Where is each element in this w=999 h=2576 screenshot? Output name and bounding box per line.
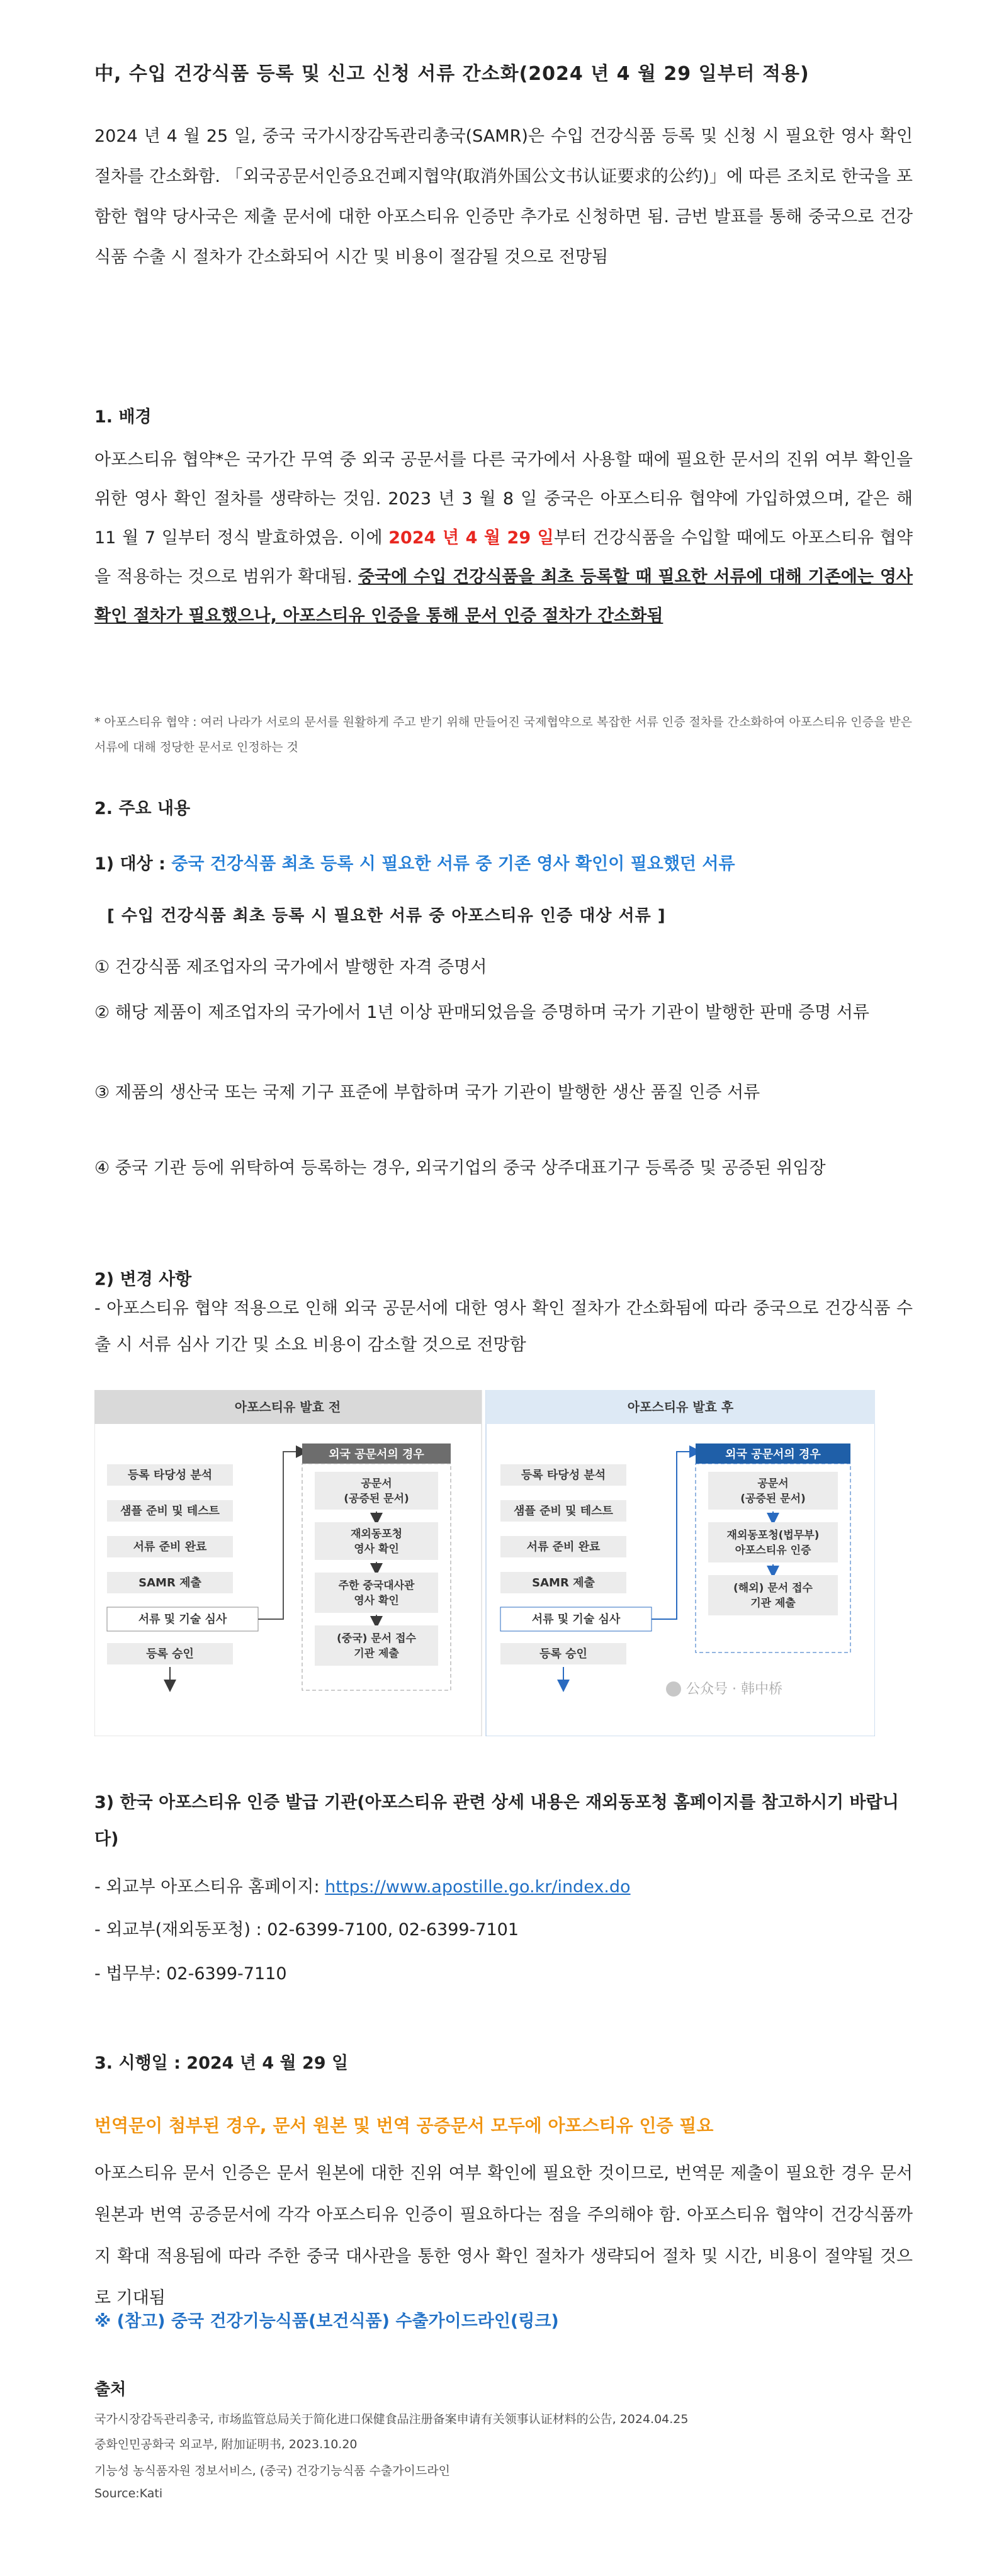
step-label: SAMR 제출 xyxy=(138,1576,201,1590)
wechat-icon xyxy=(666,1681,681,1697)
step-label: 등록 승인 xyxy=(539,1647,587,1661)
before-header-text: 아포스티유 발효 전 xyxy=(234,1399,341,1415)
target-text: 중국 건강식품 최초 등록 시 필요한 서류 중 기존 영사 확인이 필요했던 서류 xyxy=(171,854,735,874)
before-item-label: 영사 확인 xyxy=(354,1595,399,1607)
before-foreign-doc-title: 외국 공문서의 경우 xyxy=(329,1448,424,1461)
before-item-label: (공증된 문서) xyxy=(344,1493,409,1505)
after-panel xyxy=(486,1390,875,1736)
step-label: 등록 타당성 분석 xyxy=(127,1469,213,1482)
page-title: 中, 수입 건강식품 등록 및 신고 신청 서류 간소화(2024 년 4 월 29 일부터 적용) xyxy=(94,63,810,85)
list-item: ④ 중국 기관 등에 위탁하여 등록하는 경우, 외국기업의 중국 상주대표기구 등록증 및 공증된 위임장 xyxy=(94,1158,826,1178)
source-line: 국가시장감독관리총국, 市场监管总局关于简化进口保健食品注册备案申请有关领事认证材料的公告, 2024.04.25 xyxy=(94,2412,689,2426)
after-item-label: 재외동포청(법무부) xyxy=(726,1529,820,1542)
list-item: ② 해당 제품이 제조업자의 국가에서 1년 이상 판매되었음을 증명하며 국가 기관이 발행한 판매 증명 서류 xyxy=(94,1003,869,1022)
source-line: Source:Kati xyxy=(94,2487,163,2500)
before-item-label: 기관 제출 xyxy=(354,1647,399,1660)
before-item-label: 공문서 xyxy=(361,1477,392,1490)
list-item: ① 건강식품 제조업자의 국가에서 발행한 자격 증명서 xyxy=(94,958,487,977)
before-item-label: 재외동포청 xyxy=(350,1528,403,1540)
translation-notice: 번역문이 첨부된 경우, 문서 원본 및 번역 공증문서 모두에 아포스티유 인증 필요 xyxy=(94,2115,714,2136)
step-label: 서류 준비 완료 xyxy=(526,1540,601,1554)
apostille-process-diagram xyxy=(94,1390,875,1736)
apostille-homepage-link[interactable]: https://www.apostille.go.kr/index.do xyxy=(325,1877,631,1897)
after-header-text: 아포스티유 발효 후 xyxy=(627,1399,734,1415)
homepage-label: - 외교부 아포스티유 홈페이지: xyxy=(94,1877,325,1897)
change-paragraph: - 아포스티유 협약 적용으로 인해 외국 공문서에 대한 영사 확인 절차가 간소화됨에 따라 중국으로 건강식품 수출 시 서류 심사 기간 및 소요 비용이 감소할 것으로 전망함 xyxy=(94,1299,913,1355)
step-label: 샘플 준비 및 테스트 xyxy=(120,1505,220,1518)
step-label: SAMR 제출 xyxy=(532,1576,595,1590)
step-label: 서류 및 기술 심사 xyxy=(138,1613,227,1626)
apostille-org-heading: 3) 한국 아포스티유 인증 발급 기관(아포스티유 관련 상세 내용은 재외동포청 홈페이지를 참고하시기 바랍니다) xyxy=(94,1793,899,1849)
after-item-label: 공문서 xyxy=(757,1477,789,1490)
source-line: 중화인민공화국 외교부, 附加证明书, 2023.10.20 xyxy=(94,2438,358,2451)
guideline-reference-link[interactable]: ※ (참고) 중국 건강기능식품(보건식품) 수출가이드라인(링크) xyxy=(94,2312,559,2331)
intro-paragraph: 2024 년 4 월 25 일, 중국 국가시장감독관리총국(SAMR)은 수입 건강식품 등록 및 신청 시 필요한 영사 확인 절차를 간소화함. 「외국공문서인증요건폐지협약(取消外国公文书认证要求的公约)」에 따른 조치로 한국을 포함한 협약 당사국은 제출 문서에 대한 아포스티유 인증만 추가로 신청하면 됨. 금번 발표를 통해 중국으로 건강식품 수출 시 절차가 간소화되어 시간 및 비용이 절감될 것으로 전망됨 xyxy=(94,127,913,267)
step-label: 샘플 준비 및 테스트 xyxy=(514,1505,613,1518)
background-paragraph xyxy=(94,441,913,636)
source-heading: 출처 xyxy=(94,2380,127,2399)
step-label: 서류 준비 완료 xyxy=(133,1540,207,1554)
moj-contact: - 법무부: 02-6399-7110 xyxy=(94,1964,287,1984)
step-label: 등록 승인 xyxy=(146,1647,194,1661)
before-panel xyxy=(94,1390,482,1736)
background-emphasis: 중국에 수입 건강식품을 최초 등록할 때 필요한 서류에 대해 기존에는 영사 확인 절차가 필요했으나, 아포스티유 인증을 통해 문서 인증 절차가 간소화됨 xyxy=(94,567,913,626)
after-item-label: (공증된 문서) xyxy=(740,1493,806,1505)
source-line: 기능성 농식품자원 정보서비스, (중국) 건강기능식품 수출가이드라인 xyxy=(94,2464,450,2478)
background-text-2: 부터 건강식품을 수입할 때에도 아포스티유 협약을 적용하는 것으로 범위가 확대됨. xyxy=(94,528,913,587)
step-label: 서류 및 기술 심사 xyxy=(531,1613,621,1626)
apostille-homepage-line xyxy=(94,1873,631,1897)
background-heading: 1. 배경 xyxy=(94,407,152,427)
effective-paragraph: 아포스티유 문서 인증은 문서 원본에 대한 진위 여부 확인에 필요한 것이므로, 번역문 제출이 필요한 경우 문서 원본과 번역 공증문서에 각각 아포스티유 인증이 필요하다는 점을 주의해야 함. 아포스티유 협약이 건강식품까지 확대 적용됨에 따라 주한 중국 대사관을 통한 영사 확인 절차가 생략되어 절차 및 시간, 비용이 절약될 것으로 기대됨 xyxy=(94,2164,913,2308)
before-item-label: 주한 중국대사관 xyxy=(338,1579,415,1592)
before-item-label: (중국) 문서 접수 xyxy=(337,1632,416,1645)
effective-date-highlight: 2024 년 4 월 29 일 xyxy=(388,528,554,548)
after-item-label: (해외) 문서 접수 xyxy=(733,1582,813,1595)
watermark-text: 公众号 · 韩中桥 xyxy=(686,1681,782,1697)
step-label: 등록 타당성 분석 xyxy=(521,1469,606,1482)
list-item: ③ 제품의 생산국 또는 국제 기구 표준에 부합하며 국가 기관이 발행한 생산 품질 인증 서류 xyxy=(94,1083,760,1102)
mofa-contact: - 외교부(재외동포청) : 02-6399-7100, 02-6399-7101 xyxy=(94,1920,519,1940)
target-line xyxy=(94,850,735,874)
effective-date-heading: 3. 시행일 : 2024 년 4 월 29 일 xyxy=(94,2053,349,2073)
after-item-label: 기관 제출 xyxy=(750,1597,796,1610)
apostille-footnote: * 아포스티유 협약 : 여러 나라가 서로의 문서를 원활하게 주고 받기 위해 만들어진 국제협약으로 복잡한 서류 인증 절차를 간소화하여 아포스티유 인증을 받은 서류에 대해 정당한 문서로 인정하는 것 xyxy=(94,715,913,754)
before-item-label: 영사 확인 xyxy=(354,1543,399,1556)
after-foreign-doc-title: 외국 공문서의 경우 xyxy=(725,1448,821,1461)
target-documents-caption: [ 수입 건강식품 최초 등록 시 필요한 서류 중 아포스티유 인증 대상 서류 ] xyxy=(107,907,666,925)
after-item-label: 아포스티유 인증 xyxy=(735,1544,811,1557)
main-content-heading: 2. 주요 내용 xyxy=(94,799,191,818)
target-label: 1) 대상 : xyxy=(94,854,166,874)
background-text-1: 아포스티유 협약*은 국가간 무역 중 외국 공문서를 다른 국가에서 사용할 때에 필요한 문서의 진위 여부 확인을 위한 영사 확인 절차를 생략하는 것임. 2023 년 3 월 8 일 중국은 아포스티유 협약에 가입하였으며, 같은 해 11 월 7 일부터 정식 발효하였음. 이에 xyxy=(94,450,913,548)
change-heading: 2) 변경 사항 xyxy=(94,1270,192,1289)
